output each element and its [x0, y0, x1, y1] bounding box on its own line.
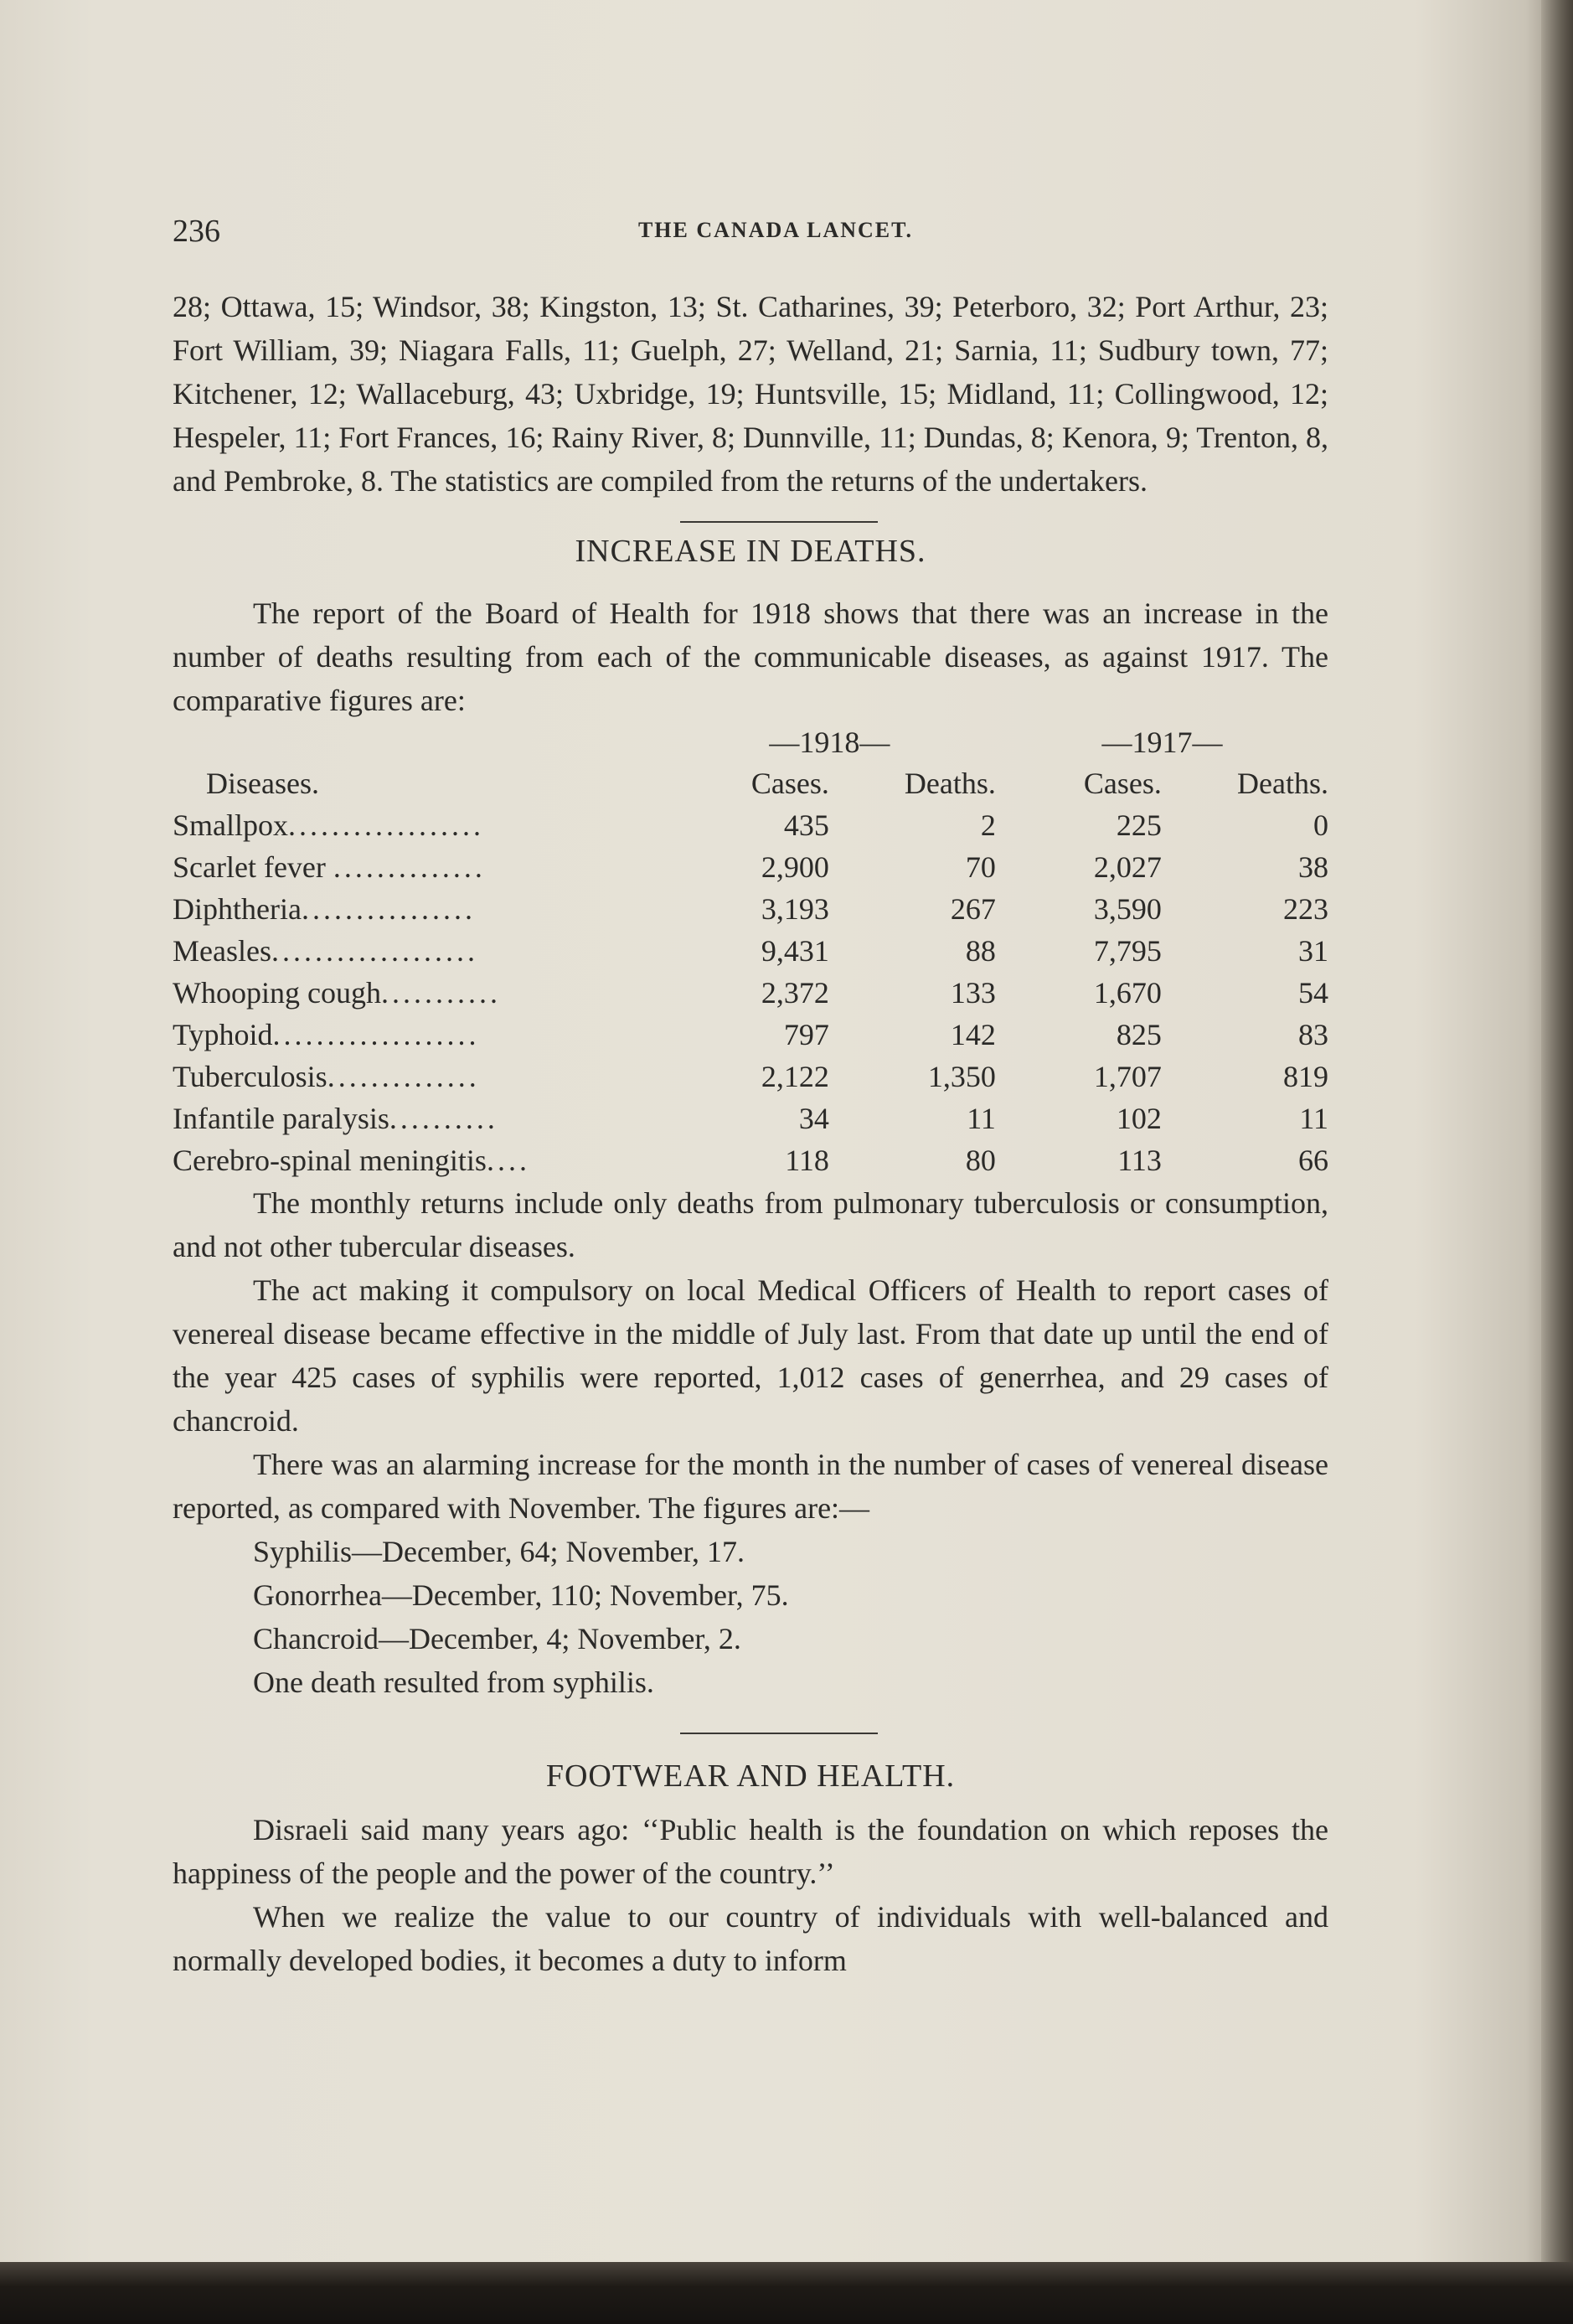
section-divider — [680, 521, 878, 523]
cases-1917-cell: 1,670 — [1093, 976, 1162, 1010]
cases-1917-cell: 102 — [1116, 1102, 1162, 1135]
cases-1918-cell: 2,372 — [761, 976, 829, 1010]
year-1917-label: —1917— — [1101, 726, 1223, 759]
deaths-1917-cell: 819 — [1283, 1060, 1328, 1093]
table-year-header-row — [173, 722, 1328, 762]
list-item: Chancroid—December, 4; November, 2. — [253, 1622, 741, 1655]
section-heading-increase-in-deaths: INCREASE IN DEATHS. — [575, 534, 926, 569]
cases-1918-cell: 9,431 — [761, 934, 829, 968]
table-row — [173, 1097, 1328, 1139]
disease-name: Diphtheria — [173, 892, 302, 926]
list-item: Syphilis—December, 64; November, 17. — [253, 1535, 745, 1568]
cases-1918-cell: 34 — [798, 1102, 829, 1135]
deaths-1918-cell: 11 — [967, 1102, 996, 1135]
list-item: One death resulted from syphilis. — [253, 1666, 654, 1699]
deaths-1918-cell: 1,350 — [927, 1060, 996, 1093]
column-header-deaths-1917: Deaths. — [1237, 767, 1328, 800]
section-divider — [680, 1733, 878, 1734]
dot-leader: .................. — [288, 808, 485, 842]
deaths-1918-cell: 142 — [950, 1018, 996, 1051]
year-1918-label: —1918— — [769, 726, 890, 759]
table-row — [173, 888, 1328, 930]
deaths-1917-cell: 31 — [1298, 934, 1328, 968]
dot-leader: .... — [486, 1144, 530, 1177]
disease-name: Cerebro-spinal meningitis — [173, 1144, 487, 1177]
disease-comparison-table — [173, 722, 1328, 1181]
page-bottom-edge-shadow — [0, 2262, 1573, 2324]
running-head — [173, 201, 1328, 251]
table-row — [173, 804, 1328, 846]
disease-name: Scarlet fever — [173, 850, 326, 884]
deaths-1918-cell: 70 — [965, 850, 996, 884]
deaths-1917-cell: 0 — [1313, 808, 1328, 842]
cases-1918-cell: 797 — [783, 1018, 829, 1051]
cases-1917-cell: 2,027 — [1093, 850, 1162, 884]
act-paragraph: The act making it compulsory on local Medical Officers of Health to report cases of venereal disease became effective in the middle of July last. From that date up until the end of the year 425 cases of syphilis were reported, 1,012 cases of generrhea, and 29 cases of chancroid. — [173, 1273, 1328, 1438]
disraeli-paragraph: Disraeli said many years ago: ‘‘Public health is the foundation on which reposes the happiness of the people and the power of the country.’’ — [173, 1813, 1328, 1890]
deaths-1917-cell: 11 — [1299, 1102, 1328, 1135]
disease-name: Infantile paralysis — [173, 1102, 389, 1135]
section-heading-footwear-and-health: FOOTWEAR AND HEALTH. — [545, 1758, 956, 1794]
disease-name: Smallpox — [173, 808, 289, 842]
disease-name: Whooping cough — [173, 976, 381, 1010]
cases-1917-cell: 3,590 — [1093, 892, 1162, 926]
page-number: 236 — [173, 214, 220, 249]
table-row — [173, 1014, 1328, 1056]
cases-1917-cell: 225 — [1116, 808, 1162, 842]
dot-leader: ................... — [271, 934, 478, 968]
alarming-increase-paragraph: There was an alarming increase for the month in the number of cases of venereal disease reported, as compared with November. The figures are:— — [173, 1448, 1328, 1525]
intro-paragraph: The report of the Board of Health for 1918 shows that there was an increase in the number of deaths resulting from each of the communicable diseases, as against 1917. The comparative figures are: — [173, 596, 1328, 717]
table-row — [173, 930, 1328, 972]
dot-leader: ........... — [380, 976, 501, 1010]
dot-leader: ................... — [272, 1018, 480, 1051]
disease-name: Typhoid — [173, 1018, 273, 1051]
cases-1917-cell: 113 — [1117, 1144, 1162, 1177]
opening-paragraph: 28; Ottawa, 15; Windsor, 38; Kingston, 13; St. Catharines, 39; Peterboro, 32; Port Arthur, 23; Fort William, 39; Niagara Falls, 11; Guelph, 27; Welland, 21; Sarnia, 11; Sudbury town, 77; Kitchener, 12; Wallaceburg, 43; Uxbridge, 19; Huntsville, 15; Midland, 11; Collingwood, 12; Hespeler, 11; Fort Frances, 16; Rainy River, 8; Dunnville, 11; Dundas, 8; Kenora, 9; Trenton, 8, and Pembroke, 8. The statistics are compiled from the returns of the undertakers. — [173, 290, 1328, 498]
table-row — [173, 1139, 1328, 1181]
dot-leader: ................ — [301, 892, 476, 926]
deaths-1918-cell: 2 — [980, 808, 996, 842]
running-title: THE CANADA LANCET. — [637, 218, 914, 242]
deaths-1918-cell: 80 — [965, 1144, 996, 1177]
deaths-1917-cell: 38 — [1298, 850, 1328, 884]
column-header-deaths-1918: Deaths. — [904, 767, 996, 800]
cases-1917-cell: 7,795 — [1093, 934, 1162, 968]
table-row — [173, 846, 1328, 888]
cases-1918-cell: 3,193 — [761, 892, 829, 926]
deaths-1918-cell: 133 — [950, 976, 996, 1010]
table-row — [173, 1056, 1328, 1097]
column-header-diseases: Diseases. — [206, 767, 319, 800]
cases-1918-cell: 118 — [785, 1144, 829, 1177]
dot-leader: .............. — [327, 1060, 480, 1093]
cases-1918-cell: 435 — [783, 808, 829, 842]
deaths-1917-cell: 83 — [1298, 1018, 1328, 1051]
list-item: Gonorrhea—December, 110; November, 75. — [253, 1578, 789, 1612]
dot-leader: .............. — [333, 850, 486, 884]
column-header-cases-1917: Cases. — [1083, 767, 1162, 800]
deaths-1918-cell: 267 — [950, 892, 996, 926]
table-row — [173, 972, 1328, 1014]
deaths-1917-cell: 223 — [1283, 892, 1328, 926]
deaths-1918-cell: 88 — [965, 934, 996, 968]
column-header-cases-1918: Cases. — [750, 767, 829, 800]
cases-1918-cell: 2,122 — [761, 1060, 829, 1093]
deaths-1917-cell: 66 — [1298, 1144, 1328, 1177]
cases-1918-cell: 2,900 — [761, 850, 829, 884]
deaths-1917-cell: 54 — [1298, 976, 1328, 1010]
cases-1917-cell: 1,707 — [1093, 1060, 1162, 1093]
dot-leader: .......... — [389, 1102, 498, 1135]
page-right-edge-shadow — [1541, 0, 1573, 2324]
table-column-header-row — [173, 762, 1328, 804]
disease-name: Tuberculosis — [173, 1060, 327, 1093]
disease-name: Measles — [173, 934, 271, 968]
journal-page — [173, 201, 1328, 1982]
monthly-returns-paragraph: The monthly returns include only deaths from pulmonary tuberculosis or consumption, and not other tubercular diseases. — [173, 1186, 1328, 1263]
cases-1917-cell: 825 — [1116, 1018, 1162, 1051]
value-paragraph: When we realize the value to our country of individuals with well-balanced and normally developed bodies, it becomes a duty to inform — [173, 1900, 1328, 1977]
